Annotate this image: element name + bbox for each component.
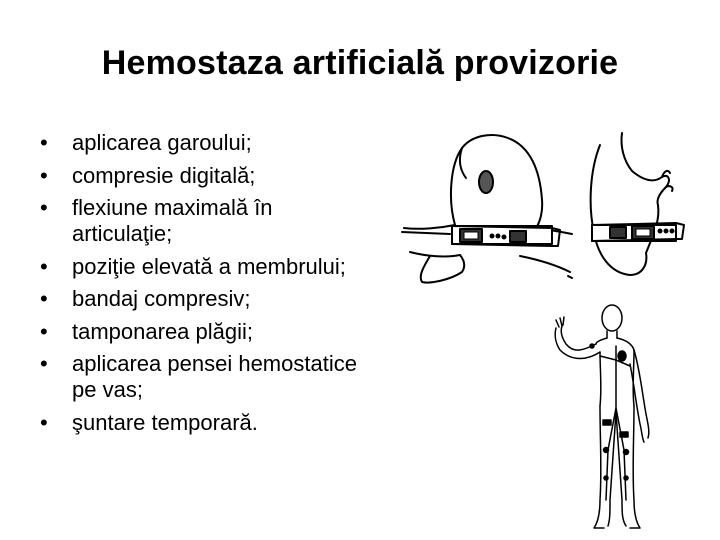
human-figure-illustration bbox=[550, 300, 695, 535]
bullet-item bbox=[40, 319, 370, 345]
bullet-item bbox=[40, 254, 370, 280]
bullet-text: flexiune maximală în articulaţie; bbox=[72, 195, 273, 246]
bullet-dot: • bbox=[40, 409, 48, 435]
bullet-text: bandaj compresiv; bbox=[72, 286, 251, 311]
elbow-flexion-drawing bbox=[580, 125, 690, 285]
bullet-item bbox=[40, 163, 370, 189]
human-figure-drawing bbox=[550, 300, 695, 535]
knee-flexion-illustration bbox=[400, 130, 575, 290]
bullet-list bbox=[40, 130, 370, 442]
bullet-item bbox=[40, 410, 370, 436]
bullet-dot: • bbox=[40, 195, 48, 220]
bullet-dot: • bbox=[40, 162, 48, 188]
bullet-dot: • bbox=[40, 318, 48, 344]
bullet-text: compresie digitală; bbox=[72, 162, 256, 188]
bullet-dot: • bbox=[40, 286, 48, 311]
bullet-text: aplicarea pensei hemostatice pe vas; bbox=[72, 351, 357, 402]
bullet-item bbox=[40, 195, 370, 247]
slide-title: Hemostaza artificială provizorie bbox=[101, 44, 619, 82]
elbow-flexion-illustration bbox=[580, 125, 690, 285]
bullet-dot: • bbox=[40, 130, 48, 155]
bullet-text: tamponarea plăgii; bbox=[72, 318, 254, 344]
bullet-dot: • bbox=[40, 253, 48, 279]
bullet-text: aplicarea garoului; bbox=[72, 130, 252, 155]
bullet-item bbox=[40, 130, 370, 156]
bullet-text: şuntare temporară. bbox=[72, 409, 258, 435]
bullet-text: poziţie elevată a membrului; bbox=[72, 253, 346, 279]
bullet-dot: • bbox=[40, 351, 48, 376]
bullet-item bbox=[40, 351, 370, 403]
knee-flexion-drawing bbox=[400, 130, 575, 290]
bullet-item bbox=[40, 286, 370, 312]
